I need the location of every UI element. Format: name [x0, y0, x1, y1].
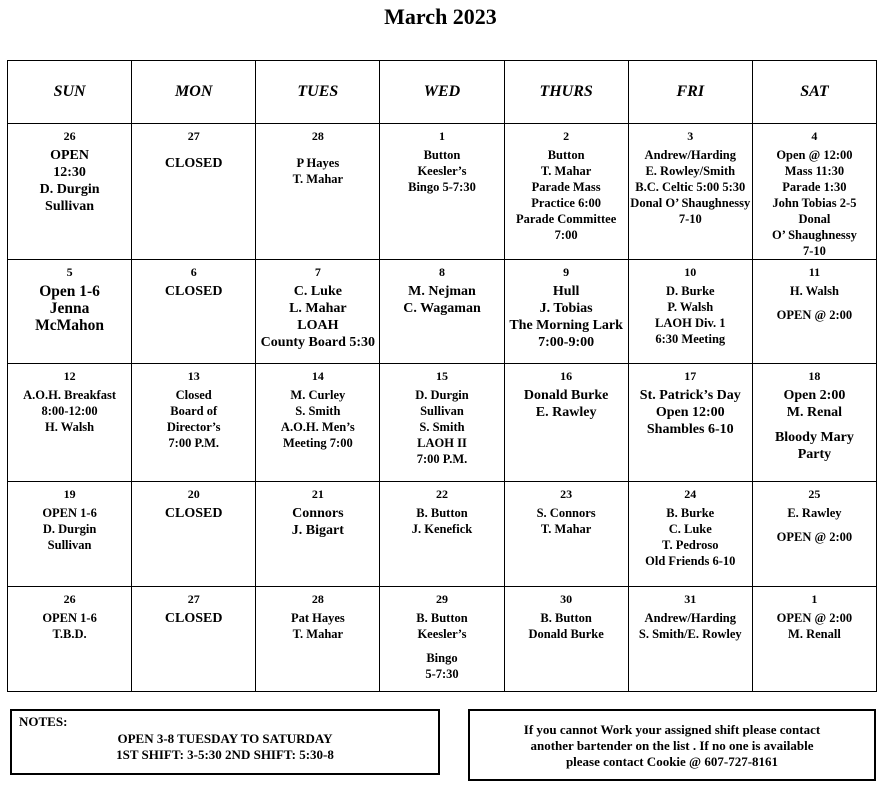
shift-entries	[516, 147, 616, 243]
day-number: 11	[808, 265, 821, 279]
shift-line: CLOSED	[164, 156, 223, 171]
notes-label: NOTES:	[19, 714, 68, 729]
spacer	[165, 147, 223, 155]
day-cell	[504, 587, 628, 692]
weekday-header: SAT	[752, 61, 876, 124]
shift-line: D. Durgin	[415, 388, 469, 402]
shift-line: Donal	[798, 212, 831, 226]
day-cell	[628, 587, 752, 692]
shift-entries	[293, 147, 343, 187]
shift-line: P. Walsh	[667, 300, 714, 314]
shift-line: Andrew/Harding	[644, 148, 736, 162]
shift-line: Meeting 7:00	[282, 436, 353, 450]
spacer	[777, 299, 853, 307]
spacer	[775, 421, 854, 429]
shift-entries	[630, 147, 750, 227]
shift-line: Parade 1:30	[782, 180, 847, 194]
shift-line: Parade Committee	[515, 212, 617, 226]
shift-line: CLOSED	[164, 611, 223, 626]
day-cell	[132, 587, 256, 692]
contact-box	[468, 709, 876, 781]
shift-line: Open @ 12:00	[776, 148, 853, 162]
shift-line: D. Durgin	[39, 182, 100, 197]
shift-entries	[524, 387, 608, 421]
shift-line: The Morning Lark	[509, 318, 623, 333]
shift-line: CLOSED	[164, 506, 223, 521]
shift-line: L. Mahar	[289, 301, 347, 316]
shift-line: Jenna	[49, 300, 90, 317]
week-row	[8, 587, 877, 692]
shift-line: County Board 5:30	[260, 335, 376, 350]
shift-line: J. Tobias	[539, 301, 593, 316]
day-cell	[504, 124, 628, 260]
day-cell-content	[629, 364, 752, 481]
day-cell-content	[256, 587, 379, 691]
day-cell-content	[380, 260, 503, 363]
shift-line: Sullivan	[420, 404, 464, 418]
day-cell	[256, 124, 380, 260]
day-cell	[380, 364, 504, 482]
day-cell-content	[380, 364, 503, 481]
day-cell	[8, 482, 132, 587]
shift-entries	[165, 610, 223, 627]
shift-entries	[165, 505, 223, 522]
weekday-header: MON	[132, 61, 256, 124]
day-cell-content	[132, 260, 255, 363]
day-cell	[628, 482, 752, 587]
shift-entries	[23, 387, 116, 435]
day-cell	[504, 364, 628, 482]
shift-line: John Tobias 2-5	[772, 196, 857, 210]
shift-line: T.B.D.	[52, 627, 87, 641]
shift-entries	[639, 610, 742, 642]
day-cell	[752, 482, 876, 587]
day-cell-content	[505, 260, 628, 363]
shift-line: Open 1-6	[39, 283, 100, 300]
shift-line: Andrew/Harding	[644, 611, 736, 625]
day-cell	[256, 260, 380, 364]
day-cell	[256, 364, 380, 482]
shift-line: S. Smith	[295, 404, 341, 418]
contact-line: If you cannot Work your assigned shift please contact	[523, 722, 821, 737]
shift-line: E. Rawley	[787, 506, 842, 520]
day-cell-content	[256, 364, 379, 481]
shift-line: Shambles 6-10	[646, 422, 734, 437]
shift-line: Open 2:00	[783, 388, 846, 403]
shift-line: A.O.H. Men’s	[280, 420, 355, 434]
shift-entries	[772, 147, 857, 259]
day-cell-content	[753, 124, 876, 259]
day-number: 26	[63, 129, 76, 143]
day-cell-content	[256, 124, 379, 259]
day-number: 28	[311, 592, 324, 606]
shift-line: T. Mahar	[292, 172, 344, 186]
day-cell	[8, 260, 132, 364]
shift-line: Closed	[175, 388, 212, 402]
shift-line: Mass 11:30	[784, 164, 845, 178]
shift-line: OPEN 1-6	[42, 611, 97, 625]
shift-entries	[655, 283, 726, 347]
day-cell-content	[753, 260, 876, 363]
shift-line: Bloody Mary	[774, 430, 854, 445]
shift-line: J. Bigart	[291, 523, 344, 538]
shift-line: 7:00 P.M.	[168, 436, 219, 450]
day-number: 6	[190, 265, 197, 279]
day-number: 25	[808, 487, 821, 501]
day-number: 29	[435, 592, 448, 606]
week-row	[8, 364, 877, 482]
day-cell-content	[753, 482, 876, 586]
shift-line: C. Luke	[668, 522, 712, 536]
day-number: 23	[560, 487, 573, 501]
shift-entries	[412, 505, 472, 537]
weekday-header: WED	[380, 61, 504, 124]
shift-line: 7:00-9:00	[538, 335, 595, 350]
shift-line: P Hayes	[296, 156, 340, 170]
shift-entries	[165, 283, 223, 300]
shift-line: Connors	[292, 506, 344, 521]
shift-line: Donal O’ Shaughnessy	[630, 196, 751, 210]
shift-entries	[645, 505, 735, 569]
shift-line: S. Smith/E. Rowley	[638, 627, 742, 641]
shift-line: T. Mahar	[540, 522, 592, 536]
week-row	[8, 482, 877, 587]
day-cell	[380, 482, 504, 587]
day-number: 30	[560, 592, 573, 606]
day-cell-content	[505, 124, 628, 259]
day-cell	[752, 364, 876, 482]
shift-line: M. Nejman	[408, 284, 476, 299]
day-cell	[628, 364, 752, 482]
shift-line: Board of	[170, 404, 218, 418]
day-cell-content	[629, 260, 752, 363]
shift-line: 7:00	[554, 228, 578, 242]
day-number: 4	[811, 129, 818, 143]
notes-shifts: 1ST SHIFT: 3-5:30 2ND SHIFT: 5:30-8	[116, 747, 334, 762]
shift-line: M. Curley	[290, 388, 346, 402]
weekday-header: THURS	[504, 61, 628, 124]
day-cell	[752, 260, 876, 364]
weekday-header: FRI	[628, 61, 752, 124]
shift-entries	[167, 387, 221, 451]
shift-entries	[777, 610, 853, 642]
day-cell-content	[8, 587, 131, 691]
day-cell	[752, 587, 876, 692]
day-cell	[8, 124, 132, 260]
shift-line: E. Rawley	[535, 405, 597, 420]
day-number: 31	[684, 592, 697, 606]
shift-line: 12:30	[53, 165, 86, 180]
week-row	[8, 260, 877, 364]
shift-entries	[416, 610, 467, 682]
day-cell-content	[132, 482, 255, 586]
shift-line: 7:00 P.M.	[416, 452, 468, 466]
contact-line: another bartender on the list . If no one is available	[530, 738, 814, 753]
shift-entries	[640, 387, 741, 438]
day-number: 21	[311, 487, 324, 501]
day-number: 8	[438, 265, 445, 279]
shift-line: LAOH II	[417, 436, 467, 450]
day-cell	[256, 587, 380, 692]
day-cell	[504, 260, 628, 364]
shift-line: 7-10	[678, 212, 702, 226]
shift-line: OPEN 1-6	[42, 506, 97, 520]
day-cell	[8, 587, 132, 692]
shift-line: Parade Mass	[531, 180, 601, 194]
shift-entries	[42, 505, 97, 553]
shift-line: H. Walsh	[45, 420, 95, 434]
day-number: 12	[63, 369, 76, 383]
shift-line: LAOH Div. 1	[655, 316, 726, 330]
shift-line: St. Patrick’s Day	[639, 388, 741, 403]
shift-line: Keesler’s	[417, 164, 467, 178]
shift-line: B. Button	[416, 611, 468, 625]
shift-entries	[281, 387, 355, 451]
shift-entries	[291, 610, 345, 642]
day-cell	[380, 260, 504, 364]
shift-line: Director’s	[166, 420, 221, 434]
day-number: 27	[187, 592, 200, 606]
day-number: 27	[187, 129, 200, 143]
day-cell-content	[132, 364, 255, 481]
day-cell-content	[629, 124, 752, 259]
shift-line: Old Friends 6-10	[645, 554, 736, 568]
day-cell-content	[505, 482, 628, 586]
shift-line: T. Mahar	[540, 164, 592, 178]
day-number: 7	[314, 265, 321, 279]
shift-line: M. Renall	[788, 627, 841, 641]
shift-line: J. Kenefick	[411, 522, 473, 536]
day-cell-content	[505, 587, 628, 691]
day-number: 10	[684, 265, 697, 279]
shift-entries	[40, 147, 100, 215]
shift-line: Open 12:00	[655, 405, 725, 420]
day-cell-content	[629, 587, 752, 691]
shift-line: O’ Shaughnessy	[771, 228, 857, 242]
shift-line: B. Button	[416, 506, 468, 520]
shift-line: M. Renal	[786, 405, 843, 420]
day-number: 13	[187, 369, 200, 383]
shift-entries	[777, 283, 853, 323]
day-cell	[380, 124, 504, 260]
shift-line: Sullivan	[45, 199, 95, 214]
day-number: 22	[435, 487, 448, 501]
day-cell-content	[256, 260, 379, 363]
shift-entries	[537, 505, 596, 537]
day-cell-content	[132, 587, 255, 691]
day-cell	[132, 124, 256, 260]
shift-line: Button	[547, 148, 585, 162]
shift-entries	[165, 147, 223, 172]
shift-line: Pat Hayes	[290, 611, 345, 625]
shift-line: S. Connors	[536, 506, 596, 520]
shift-entries	[292, 505, 344, 539]
shift-line: LOAH	[297, 318, 339, 333]
shift-line: C. Wagaman	[403, 301, 481, 316]
shift-line: A.O.H. Breakfast	[23, 388, 116, 402]
shift-line: S. Smith	[419, 420, 465, 434]
day-cell	[132, 364, 256, 482]
day-cell	[504, 482, 628, 587]
shift-line: Donald Burke	[528, 627, 604, 641]
day-number: 3	[687, 129, 694, 143]
shift-line: Keesler’s	[417, 627, 467, 641]
day-number: 9	[563, 265, 570, 279]
shift-line: 6:30 Meeting	[655, 332, 726, 346]
day-cell-content	[629, 482, 752, 586]
shift-line: OPEN @ 2:00	[776, 308, 853, 322]
shift-line: D. Burke	[665, 284, 715, 298]
shift-line: B. Button	[540, 611, 592, 625]
day-cell-content	[8, 124, 131, 259]
shift-entries	[415, 387, 468, 467]
day-cell-content	[505, 364, 628, 481]
shift-line: Practice 6:00	[531, 196, 601, 210]
day-cell	[132, 482, 256, 587]
day-number: 1	[811, 592, 818, 606]
shift-line: Sullivan	[47, 538, 92, 552]
shift-line: OPEN @ 2:00	[776, 530, 853, 544]
shift-line: T. Pedroso	[662, 538, 719, 552]
day-cell-content	[380, 482, 503, 586]
shift-line: 8:00-12:00	[41, 404, 98, 418]
shift-line: Button	[423, 148, 461, 162]
shift-line: D. Durgin	[42, 522, 97, 536]
shift-entries	[408, 147, 476, 195]
notes-box	[10, 709, 440, 775]
day-cell	[132, 260, 256, 364]
shift-line: 5-7:30	[425, 667, 459, 681]
shift-line: OPEN @ 2:00	[776, 611, 853, 625]
day-number: 24	[684, 487, 697, 501]
day-number: 18	[808, 369, 821, 383]
weekday-header-row	[8, 61, 877, 124]
day-cell	[628, 124, 752, 260]
shift-entries	[42, 610, 97, 642]
calendar-grid	[7, 60, 877, 692]
shift-line: OPEN	[50, 148, 89, 163]
page-title: March 2023	[384, 4, 497, 29]
notes-hours: OPEN 3-8 TUESDAY TO SATURDAY	[117, 731, 333, 746]
weekday-header: SUN	[8, 61, 132, 124]
shift-line: Donald Burke	[523, 388, 609, 403]
shift-entries	[777, 505, 853, 545]
day-number: 28	[311, 129, 324, 143]
day-number: 15	[435, 369, 448, 383]
spacer	[416, 642, 467, 650]
day-cell-content	[753, 364, 876, 481]
shift-line: CLOSED	[164, 284, 223, 299]
day-number: 26	[63, 592, 76, 606]
shift-line: B.C. Celtic 5:00 5:30	[635, 180, 746, 194]
day-cell-content	[380, 124, 503, 259]
shift-line: T. Mahar	[292, 627, 344, 641]
shift-line: Party	[797, 447, 832, 462]
day-cell	[752, 124, 876, 260]
shift-line: C. Luke	[293, 284, 342, 299]
day-cell-content	[8, 482, 131, 586]
spacer	[777, 521, 853, 529]
day-cell	[380, 587, 504, 692]
shift-line: E. Rowley/Smith	[645, 164, 736, 178]
day-number: 5	[66, 265, 73, 279]
shift-line: Hull	[552, 284, 580, 299]
day-cell	[628, 260, 752, 364]
shift-line: B. Burke	[666, 506, 715, 520]
shift-entries	[775, 387, 854, 463]
day-number: 16	[560, 369, 573, 383]
shift-entries	[403, 283, 481, 317]
day-number: 14	[311, 369, 324, 383]
shift-line: H. Walsh	[789, 284, 839, 298]
week-row	[8, 124, 877, 260]
shift-line: McMahon	[35, 317, 105, 334]
contact-line: please contact Cookie @ 607-727-8161	[565, 754, 779, 769]
day-cell	[256, 482, 380, 587]
weekday-header: TUES	[256, 61, 380, 124]
shift-line: 7-10	[802, 244, 826, 258]
shift-entries	[509, 283, 623, 351]
day-number: 19	[63, 487, 76, 501]
day-number: 2	[563, 129, 570, 143]
shift-entries	[261, 283, 375, 351]
day-cell-content	[8, 260, 131, 363]
day-cell	[8, 364, 132, 482]
spacer	[293, 147, 343, 155]
day-number: 17	[684, 369, 697, 383]
shift-entries	[35, 283, 104, 334]
day-cell-content	[753, 587, 876, 691]
day-cell-content	[8, 364, 131, 481]
shift-entries	[528, 610, 603, 642]
day-cell-content	[256, 482, 379, 586]
shift-line: Bingo	[426, 651, 458, 665]
day-cell-content	[132, 124, 255, 259]
day-number: 20	[187, 487, 200, 501]
shift-line: Bingo 5-7:30	[408, 180, 476, 194]
day-cell-content	[380, 587, 503, 691]
day-number: 1	[438, 129, 445, 143]
